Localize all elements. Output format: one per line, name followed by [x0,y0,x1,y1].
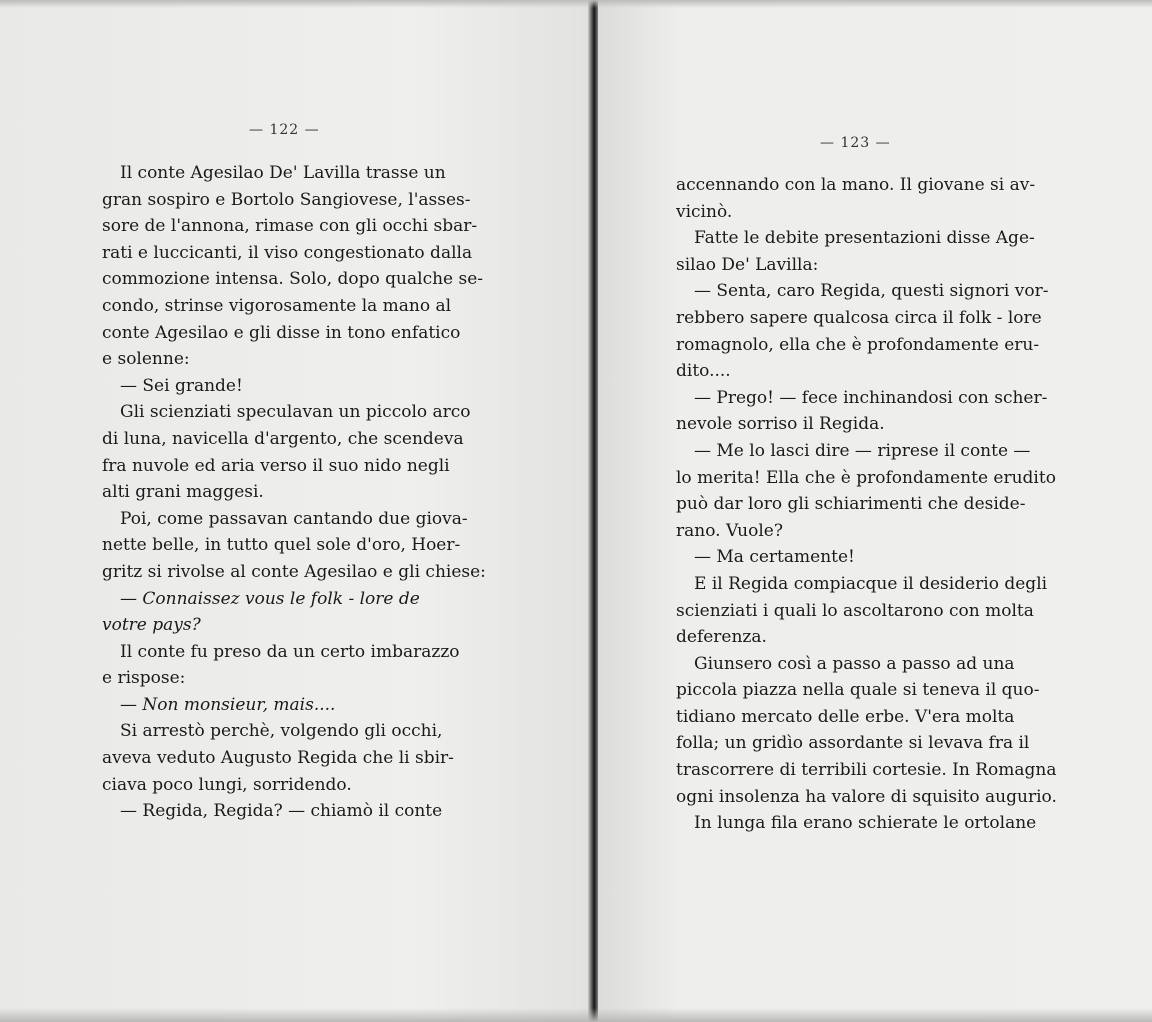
text-line: E il Regida compiacque il desiderio degli [694,573,1048,594]
text-line: nette belle, in tutto quel sole d'oro, Hoer- [102,535,461,556]
text-line: — Prego! — fece inchinandosi con scher- [694,387,1048,408]
text-line: e rispose: [102,668,186,689]
bottom-edge-shadow [0,1008,1152,1022]
text-line: di luna, navicella d'argento, che scendeva [102,428,464,449]
text-line: deferenza. [676,627,767,648]
text-line: Si arrestò perchè, volgendo gli occhi, [120,721,443,742]
left-page-number: — 122 — [249,122,320,138]
text-line: ciava poco lungi, sorridendo. [102,774,352,795]
text-line: lo merita! Ella che è profondamente erudito [676,467,1056,488]
text-line: vicinò. [676,201,733,222]
text-line: piccola piazza nella quale si teneva il quo- [676,680,1040,701]
text-line: Gli scienziati speculavan un piccolo arco [120,402,471,423]
text-line: dito.... [676,361,731,382]
text-line: folla; un gridìo assordante si levava fra il [676,733,1030,754]
text-line: trascorrere di terribili cortesie. In Romagna [676,760,1057,781]
text-line: — Regida, Regida? — chiamò il conte [120,801,443,822]
text-line: commozione intensa. Solo, dopo qualche se- [102,269,484,290]
right-page [598,0,1152,1022]
text-line: conte Agesilao e gli disse in tono enfatico [102,322,461,343]
text-line: può dar loro gli schiarimenti che deside- [676,494,1026,515]
text-line: fra nuvole ed aria verso il suo nido negli [102,455,450,476]
text-line: votre pays? [102,615,201,636]
text-line: nevole sorriso il Regida. [676,414,885,435]
text-line: — Senta, caro Regida, questi signori vor- [694,281,1049,302]
text-line: gran sospiro e Bortolo Sangiovese, l'asses- [102,189,471,210]
text-line: Fatte le debite presentazioni disse Age- [694,228,1035,249]
text-line: — Me lo lasci dire — riprese il conte — [694,440,1031,461]
text-line: Giunsero così a passo a passo ad una [694,653,1015,674]
text-line: In lunga fila erano schierate le ortolane [694,813,1037,834]
text-line: Il conte Agesilao De' Lavilla trasse un [120,163,446,183]
text-line: silao De' Lavilla: [676,254,819,275]
text-line: gritz si rivolse al conte Agesilao e gli chiese: [102,561,486,582]
right-page-number: — 123 — [820,135,891,151]
text-line: rano. Vuole? [676,520,783,541]
text-line: — Non monsieur, mais.... [120,694,336,715]
text-line: ogni insolenza ha valore di squisito augurio. [676,786,1057,807]
top-edge-shadow [0,0,1152,8]
text-line: accennando con la mano. Il giovane si av- [676,175,1036,195]
text-line: romagnolo, ella che è profondamente eru- [676,334,1040,355]
right-page-text [676,172,1057,837]
text-line: rati e luccicanti, il viso congestionato dalla [102,242,473,263]
text-line: Poi, come passavan cantando due giova- [120,508,468,529]
text-line: tidiano mercato delle erbe. V'era molta [676,706,1015,727]
text-line: Il conte fu preso da un certo imbarazzo [120,641,460,662]
text-line: — Sei grande! [120,375,243,396]
text-line: sore de l'annona, rimase con gli occhi sbar- [102,216,478,237]
text-line: rebbero sapere qualcosa circa il folk - lore [676,307,1042,328]
text-line: e solenne: [102,349,190,370]
text-line: — Connaissez vous le folk - lore de [120,588,420,609]
text-line: scienziati i quali lo ascoltarono con molta [676,600,1034,621]
left-page-text [102,160,486,825]
text-line: aveva veduto Augusto Regida che li sbir- [102,748,454,769]
text-line: alti grani maggesi. [102,482,264,503]
text-line: — Ma certamente! [694,547,855,568]
text-line: condo, strinse vigorosamente la mano al [102,295,452,316]
